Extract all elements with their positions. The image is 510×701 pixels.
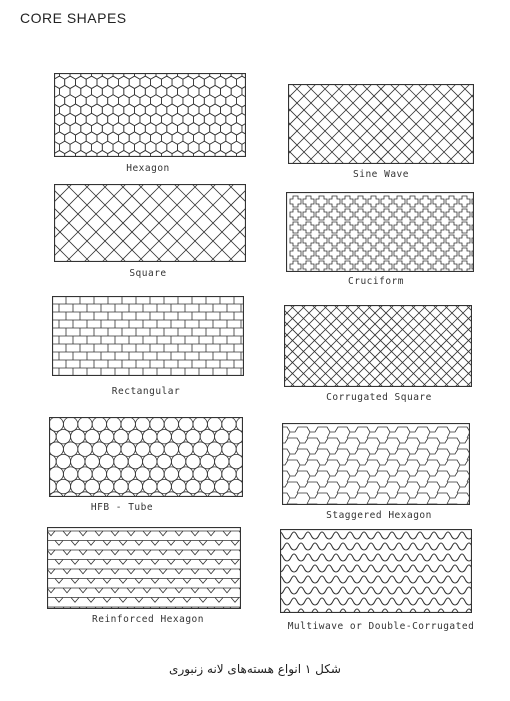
multiwave-core-diagram bbox=[280, 529, 472, 613]
reinforced-pattern bbox=[47, 527, 241, 609]
brick-pattern bbox=[52, 296, 244, 376]
multiwave-pattern bbox=[280, 529, 472, 613]
circles-pattern bbox=[49, 417, 243, 497]
hexagon-label: Hexagon bbox=[126, 163, 170, 174]
figure-caption: شکل ۱ انواع هسته‌های لانه زنبوری bbox=[169, 662, 341, 676]
staggered-pattern bbox=[282, 423, 470, 505]
cruciform-label: Cruciform bbox=[348, 276, 404, 287]
diamond-large-pattern bbox=[54, 184, 246, 262]
hfb-tube-core-diagram bbox=[49, 417, 243, 497]
cruciform-pattern bbox=[286, 192, 474, 272]
cruciform-core-diagram bbox=[286, 192, 474, 272]
reinforced-hexagon-core-diagram bbox=[47, 527, 241, 609]
diamond-pattern bbox=[288, 84, 474, 164]
corrugated-square-core-diagram bbox=[284, 305, 472, 387]
diamond-small-pattern bbox=[284, 305, 472, 387]
sine-wave-label: Sine Wave bbox=[353, 169, 409, 180]
reinforced-hexagon-label: Reinforced Hexagon bbox=[92, 614, 204, 625]
square-label: Square bbox=[129, 268, 167, 279]
corrugated-square-label: Corrugated Square bbox=[326, 392, 432, 403]
multiwave-label: Multiwave or Double-Corrugated bbox=[287, 621, 475, 632]
sine-wave-core-diagram bbox=[288, 84, 474, 164]
page-title: CORE SHAPES bbox=[20, 10, 127, 26]
rectangular-label: Rectangular bbox=[111, 386, 181, 397]
square-core-diagram bbox=[54, 184, 246, 262]
hexagon-pattern bbox=[54, 73, 246, 157]
hexagon-core-diagram bbox=[54, 73, 246, 157]
staggered-hexagon-core-diagram bbox=[282, 423, 470, 505]
rectangular-core-diagram bbox=[52, 296, 244, 376]
hfb-tube-label: HFB - Tube bbox=[90, 502, 154, 513]
staggered-hexagon-label: Staggered Hexagon bbox=[326, 510, 432, 521]
